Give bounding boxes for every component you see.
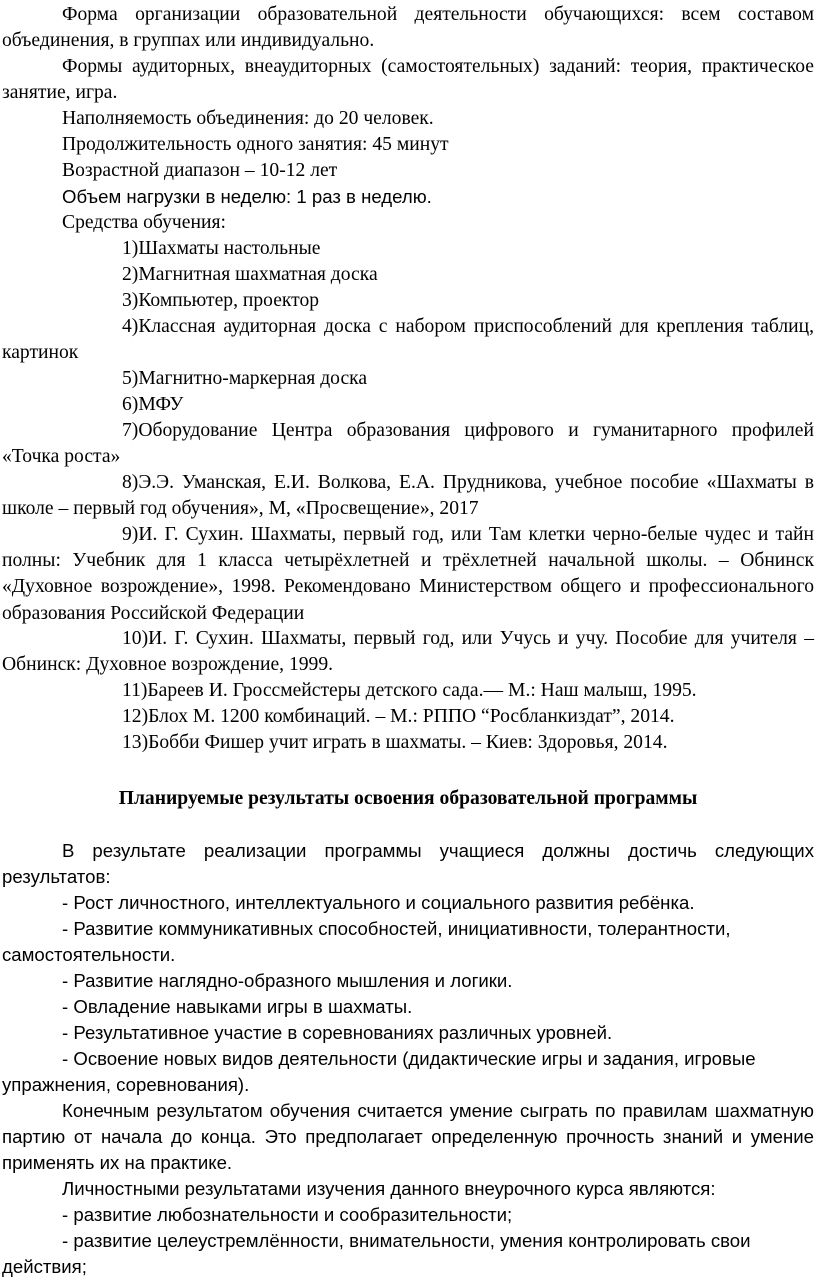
list-item: 8)Э.Э. Уманская, Е.И. Волкова, Е.А. Прудникова, учебное пособие «Шахматы в школе – первый год обучения», М, «Просвещение», 2017	[2, 472, 814, 520]
list-item: 5)Магнитно-маркерная доска	[122, 368, 368, 389]
result-item: - Развитие наглядно-образного мышления и логики.	[62, 970, 513, 991]
paragraph-lesson-duration: Продолжительность одного занятия: 45 минут	[62, 134, 449, 155]
paragraph-weekly-load: Объем нагрузки в неделю: 1 раз в неделю.	[62, 186, 432, 207]
list-item: 7)Оборудование Центра образования цифрового и гуманитарного профилей «Точка роста»	[2, 420, 814, 468]
list-item: 11)Бареев И. Гроссмейстеры детского сада.— М.: Наш малыш, 1995.	[122, 680, 697, 701]
paragraph-learning-tools-title: Средства обучения:	[62, 212, 226, 233]
list-item: 6)МФУ	[122, 394, 184, 415]
paragraph-personal-results: Личностными результатами изучения данного внеурочного курса являются:	[62, 1178, 716, 1199]
result-item: - Освоение новых видов деятельности (дидактические игры и задания, игровые упражнения, соревнования).	[2, 1048, 756, 1096]
paragraph-final-result: Конечным результатом обучения считается умение сыграть по правилам шахматную партию от начала до конца. Это предполагает определенную прочность знаний и умение применять их на практике.	[2, 1100, 814, 1174]
paragraph-group-size: Наполняемость объединения: до 20 человек.	[62, 108, 434, 129]
result-item: - Рост личностного, интеллектуального и социального развития ребёнка.	[62, 892, 695, 913]
result-item: - Развитие коммуникативных способностей, инициативности, толерантности, самостоятельности.	[2, 918, 731, 966]
list-item: 3)Компьютер, проектор	[122, 290, 320, 311]
paragraph-results-intro: В результате реализации программы учащиеся должны достичь следующих результатов:	[2, 840, 814, 888]
list-item: 13)Бобби Фишер учит играть в шахматы. – Киев: Здоровья, 2014.	[122, 732, 668, 753]
list-item: 2)Магнитная шахматная доска	[122, 264, 378, 285]
list-item: 12)Блох М. 1200 комбинаций. – М.: РППО “Росбланкиздат”, 2014.	[122, 706, 675, 727]
section-heading: Планируемые результаты освоения образовательной программы	[118, 788, 698, 809]
list-item: 4)Классная аудиторная доска с набором приспособлений для крепления таблиц, картинок	[2, 316, 814, 364]
result-item: - развитие любознательности и сообразительности;	[62, 1204, 513, 1225]
list-item: 9)И. Г. Сухин. Шахматы, первый год, или Там клетки черно-белые чудес и тайн полны: Учебник для 1 класса четырёхлетней и трёхлетней начальной школы. – Обнинск «Духовное возрождение», 1998. Рекомендовано Министерством общего и профессионального образования Российской Федерации	[2, 524, 814, 624]
list-item: 10)И. Г. Сухин. Шахматы, первый год, или Учусь и учу. Пособие для учителя – Обнинск: Духовное возрождение, 1999.	[2, 628, 814, 676]
paragraph-age-range: Возрастной диапазон – 10-12 лет	[62, 160, 338, 181]
list-item: 1)Шахматы настольные	[122, 238, 321, 259]
result-item: - Результативное участие в соревнованиях различных уровней.	[62, 1022, 613, 1043]
paragraph-form-organization: Форма организации образовательной деятельности обучающихся: всем составом объединения, в группах или индивидуально.	[2, 4, 814, 52]
result-item: - развитие целеустремлённости, внимательности, умения контролировать свои действия;	[2, 1230, 751, 1278]
paragraph-task-forms: Формы аудиторных, внеаудиторных (самостоятельных) заданий: теория, практическое занятие, игра.	[2, 56, 814, 104]
result-item: - Овладение навыками игры в шахматы.	[62, 996, 413, 1017]
